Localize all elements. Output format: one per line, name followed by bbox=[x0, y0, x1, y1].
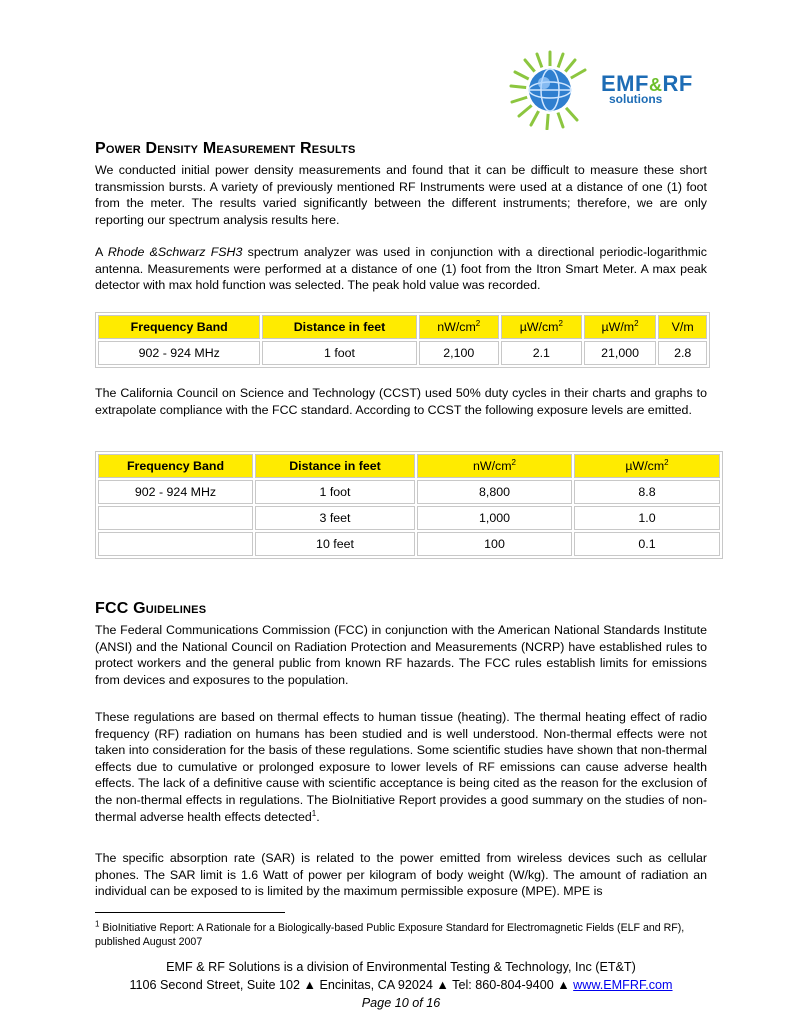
footnote-reference[interactable]: 1 bbox=[311, 808, 317, 818]
paragraph: The Federal Communications Commission (FCC) in conjunction with the American National Standards Institute (ANSI) and the National Council on Radiation Protection and Measurements (NCRP) have established rules to protect workers and the general public from known RF hazards. The FCC rules establish limits for emissions from devices and exposures to the population. bbox=[95, 623, 707, 687]
measurement-table bbox=[95, 312, 710, 368]
instrument-name: Rhode &Schwarz FSH3 bbox=[107, 245, 243, 259]
table-cell: 2.8 bbox=[658, 341, 707, 365]
footnote-divider bbox=[95, 912, 285, 913]
column-header: Distance in feet bbox=[255, 454, 415, 478]
table-header-row bbox=[98, 315, 707, 339]
table-row bbox=[98, 341, 707, 365]
logo-brand: EMF&RF bbox=[601, 71, 693, 96]
globe-logo-icon bbox=[505, 50, 605, 130]
table-cell: 2,100 bbox=[419, 341, 499, 365]
table-row bbox=[98, 506, 720, 530]
page-number: Page 10 of 16 bbox=[361, 996, 441, 1010]
paragraph: The California Council on Science and Technology (CCST) used 50% duty cycles in their charts and graphs to extrapolate compliance with the FCC standard. According to CCST the following exposure levels are emitted. bbox=[95, 386, 707, 417]
table-cell bbox=[98, 506, 253, 530]
column-header: $\mu W/cm^2$ bbox=[501, 315, 582, 339]
column-header: $\mu W/m^2$ bbox=[584, 315, 657, 339]
paragraph: These regulations are based on thermal effects to human tissue (heating). The thermal heating effect of radio frequency (RF) radiation on humans has been studied and is well understood. Non-thermal effects were not taken into consideration for the basis of these regulations. Some scientific studies have shown that non-thermal effects due to cumulative or prolonged exposure to lower levels of RF emissions can cause adverse health effects. The lack of a definitive cause with scientific acceptance is being cited as the reason for the exclusion of the non-thermal effects in regulations. The BioInitiative Report provides a good summary on the studies of non-thermal adverse health effects detected$^1$. bbox=[95, 710, 707, 824]
table-cell: 10 feet bbox=[255, 532, 415, 556]
table-cell: 100 bbox=[417, 532, 572, 556]
table-cell: 8,800 bbox=[417, 480, 572, 504]
column-header: $nW/cm^2$ bbox=[419, 315, 499, 339]
table-cell: 3 feet bbox=[255, 506, 415, 530]
table-cell: 902 - 924 MHz bbox=[98, 341, 260, 365]
table-row bbox=[98, 480, 720, 504]
table-cell: 0.1 bbox=[574, 532, 720, 556]
column-header: V/m bbox=[658, 315, 707, 339]
paragraph: A Rhode &Schwarz FSH3 spectrum analyzer was used in conjunction with a directional periodic-logarithmic antenna. Measurements were performed at a distance of one (1) foot from the Itron Smart Meter. A max peak detector with max hold function was selected. The peak hold value was recorded. bbox=[95, 245, 707, 293]
paragraph: We conducted initial power density measurements and found that it can be difficult to measure these short transmission bursts. A variety of previously mentioned RF Instruments were used at a distance of one (1) foot from the meter. The results varied significantly between the different instruments; therefore, we are only reporting our spectrum analysis results here. bbox=[95, 163, 707, 227]
footnote: $^1$ BioInitiative Report: A Rationale for a Biologically-based Public Exposure Standard for Electromagnetic Fields (ELF and RF), published August 2007 bbox=[95, 919, 685, 948]
table-cell: 1 foot bbox=[262, 341, 416, 365]
column-header: Frequency Band bbox=[98, 454, 253, 478]
table-cell: 21,000 bbox=[584, 341, 657, 365]
table-cell bbox=[98, 532, 253, 556]
section-heading-fcc-guidelines: FCC Guidelines bbox=[95, 600, 207, 617]
column-header: Distance in feet bbox=[262, 315, 416, 339]
table-row bbox=[98, 532, 720, 556]
table-cell: 1.0 bbox=[574, 506, 720, 530]
footer-company-line: EMF & RF Solutions is a division of Environmental Testing & Technology, Inc (ET&T) bbox=[166, 960, 636, 974]
section-heading-power-density: Power Density Measurement Results bbox=[95, 140, 356, 157]
table-header-row bbox=[98, 454, 720, 478]
column-header: Frequency Band bbox=[98, 315, 260, 339]
ccst-exposure-table bbox=[95, 451, 723, 559]
website-link[interactable]: www.EMFRF.com bbox=[573, 978, 673, 992]
table-cell: 902 - 924 MHz bbox=[98, 480, 253, 504]
table-cell: 1 foot bbox=[255, 480, 415, 504]
paragraph: The specific absorption rate (SAR) is related to the power emitted from wireless devices such as cellular phones. The SAR limit is 1.6 Watt of power per kilogram of body weight (W/kg). The amount of radiation an individual can be exposed to is limited by the maximum permissible exposure (MPE). MPE is bbox=[95, 851, 707, 899]
column-header: $nW/cm^2$ bbox=[417, 454, 572, 478]
company-logo bbox=[505, 50, 705, 130]
column-header: $\mu W/cm^2$ bbox=[574, 454, 720, 478]
logo-subtitle: solutions bbox=[609, 92, 663, 106]
table-cell: 8.8 bbox=[574, 480, 720, 504]
footer-address-line: 1106 Second Street, Suite 102 ▲ Encinitas, CA 92024 ▲ Tel: 860-804-9400 ▲ www.EMFRF.com bbox=[129, 978, 673, 992]
table-cell: 2.1 bbox=[501, 341, 582, 365]
table-cell: 1,000 bbox=[417, 506, 572, 530]
